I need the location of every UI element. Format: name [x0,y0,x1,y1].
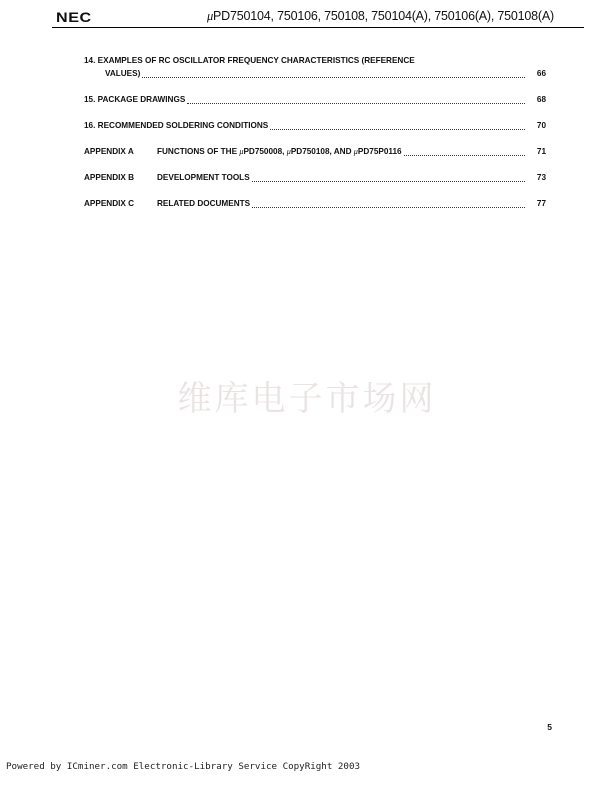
appendix-a-text-2: PD750008, [243,147,287,156]
toc-entry-appendix-c-page: 77 [536,199,546,208]
appendix-b-text: DEVELOPMENT TOOLS [157,173,250,182]
toc-entry-16-title: 16. RECOMMENDED SOLDERING CONDITIONS [84,121,269,130]
leader-dots [252,207,525,208]
leader-dots [252,181,525,182]
appendix-c-text: RELATED DOCUMENTS [157,199,251,208]
leader-dots [404,155,525,156]
toc-entry-16-page: 70 [536,121,546,130]
micro-symbol: μ [239,147,244,156]
micro-prefix: μ [206,9,214,23]
toc-entry-appendix-a-title [84,145,402,158]
table-of-contents [84,54,546,223]
toc-entry-15[interactable] [84,93,546,106]
toc-entry-appendix-b[interactable] [84,171,546,184]
toc-entry-appendix-b-title [84,171,250,184]
toc-entry-14-line1: 14. EXAMPLES OF RC OSCILLATOR FREQUENCY CHARACTERISTICS (REFERENCE [84,56,415,65]
appendix-a-text-4: PD75P0116 [357,147,402,156]
leader-dots [142,77,525,78]
watermark: 维库电子市场网 [177,379,437,419]
toc-entry-appendix-c-title [84,197,250,210]
header-rule [52,27,584,28]
toc-entry-14[interactable] [84,54,546,80]
appendix-b-label: APPENDIX B [84,173,135,182]
toc-entry-15-title: 15. PACKAGE DRAWINGS [84,95,186,104]
toc-entry-appendix-c[interactable] [84,197,546,210]
toc-entry-appendix-b-page: 73 [536,173,546,182]
toc-entry-14-line2: VALUES) [105,69,141,78]
toc-entry-14-page: 66 [536,69,546,78]
footer-notice: Powered by ICminer.com Electronic-Library Service CopyRight 2003 [6,761,361,772]
toc-entry-appendix-a-page: 71 [536,147,546,156]
toc-entry-appendix-a[interactable] [84,145,546,158]
micro-symbol: μ [286,147,291,156]
appendix-a-label: APPENDIX A [84,147,134,156]
micro-symbol: μ [353,147,358,156]
appendix-a-text-1: FUNCTIONS OF THE [157,147,240,156]
appendix-a-text-3: PD750108, AND [290,147,354,156]
toc-entry-16[interactable] [84,119,546,132]
toc-entry-15-page: 68 [536,95,546,104]
page-header [0,0,614,30]
appendix-c-label: APPENDIX C [84,199,135,208]
page-number: 5 [547,722,552,732]
nec-logo: NEC [56,9,92,25]
leader-dots [270,129,525,130]
leader-dots [187,103,525,104]
part-number-text: PD750104, 750106, 750108, 750104(A), 750106(A), 750108(A) [213,9,554,23]
part-number-title [207,9,554,24]
